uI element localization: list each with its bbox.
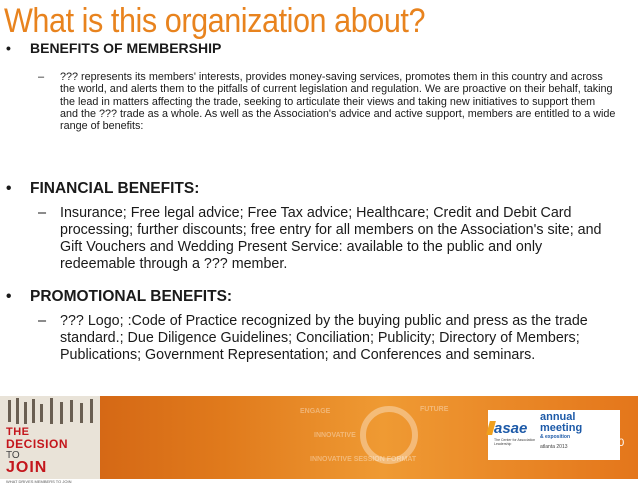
decorative-bar: [70, 400, 73, 422]
bullet: •: [6, 288, 12, 305]
sub-bullet-dash: –: [38, 71, 45, 83]
asae-tagline: The Center for Association Leadership: [494, 438, 536, 446]
section-heading: PROMOTIONAL BENEFITS:: [30, 288, 233, 305]
decorative-bar: [90, 399, 93, 423]
decision-to-join-book-cover: [0, 396, 100, 484]
book-title-line: THE: [6, 426, 30, 438]
section-body-text: Insurance; Free legal advice; Free Tax advice; Healthcare; Credit and Debit Card processing; further discounts; free entry for all members on the Association's site; and Gift Vouchers and Wedding Present Service: available to the public and only redeemable through a ??? member.: [60, 205, 602, 272]
asae-annual-meeting-logo: [488, 410, 620, 460]
decorative-bar: [80, 403, 83, 423]
section-body-text: ??? Logo; :Code of Practice recognized by the buying public and press as the trade standard.; Due Diligence Guidelines; Conciliation; Publicity; Directory of Members; Publications; Government Representation; and Conferences and seminars.: [60, 313, 588, 363]
decorative-bar: [50, 398, 53, 424]
book-title-line: DECISION: [6, 437, 69, 451]
background-word: INNOVATIVE SESSION FORMAT: [310, 456, 417, 463]
background-word: ENGAGE: [300, 408, 331, 415]
footer-banner: [0, 396, 638, 484]
annual-meeting-text: [540, 412, 582, 453]
exposition-word: & exposition: [540, 434, 571, 440]
sub-bullet-dash: –: [38, 313, 47, 329]
decorative-bar: [24, 402, 27, 424]
event-city-year: atlanta 2013: [540, 444, 568, 450]
book-tagline: WHAT DRIVES MEMBERS TO JOIN: [6, 479, 72, 484]
decorative-bar: [32, 399, 35, 423]
section-heading: BENEFITS OF MEMBERSHIP: [30, 40, 222, 56]
decorative-bar: [16, 398, 19, 424]
asae-logo-text: asae: [494, 420, 528, 437]
decorative-bar: [8, 400, 11, 422]
background-word-collage: [300, 402, 490, 472]
book-title: [6, 426, 96, 488]
bullet: •: [6, 180, 12, 197]
section-body-text: ??? represents its members' interests, provides money-saving services, promotes them in this country and across the world, and alerts them to the pitfalls of current legislation and regulation. We are proactive on their behalf, taking the lead in matters affecting the trade, seeking to articulate their views and taking new initiatives to support them and the ??? trade as a whole. As well as the Association's advice and active support, members are entitled to a wide range of benefits:: [60, 71, 616, 133]
background-word: INNOVATIVE: [314, 432, 356, 439]
annual-word: annual: [540, 411, 576, 423]
book-title-line: JOIN: [6, 459, 48, 476]
decorative-bar: [40, 404, 43, 422]
section-heading: FINANCIAL BENEFITS:: [30, 180, 200, 197]
book-title-line: TO: [6, 450, 20, 461]
background-word: FUTURE: [420, 406, 449, 413]
bullet: •: [6, 40, 11, 56]
meeting-word: meeting: [540, 422, 583, 434]
decorative-bar: [60, 402, 63, 424]
slide-title: What is this organization about?: [4, 2, 426, 40]
sub-bullet-dash: –: [38, 205, 47, 221]
page-number: 10: [612, 437, 625, 449]
